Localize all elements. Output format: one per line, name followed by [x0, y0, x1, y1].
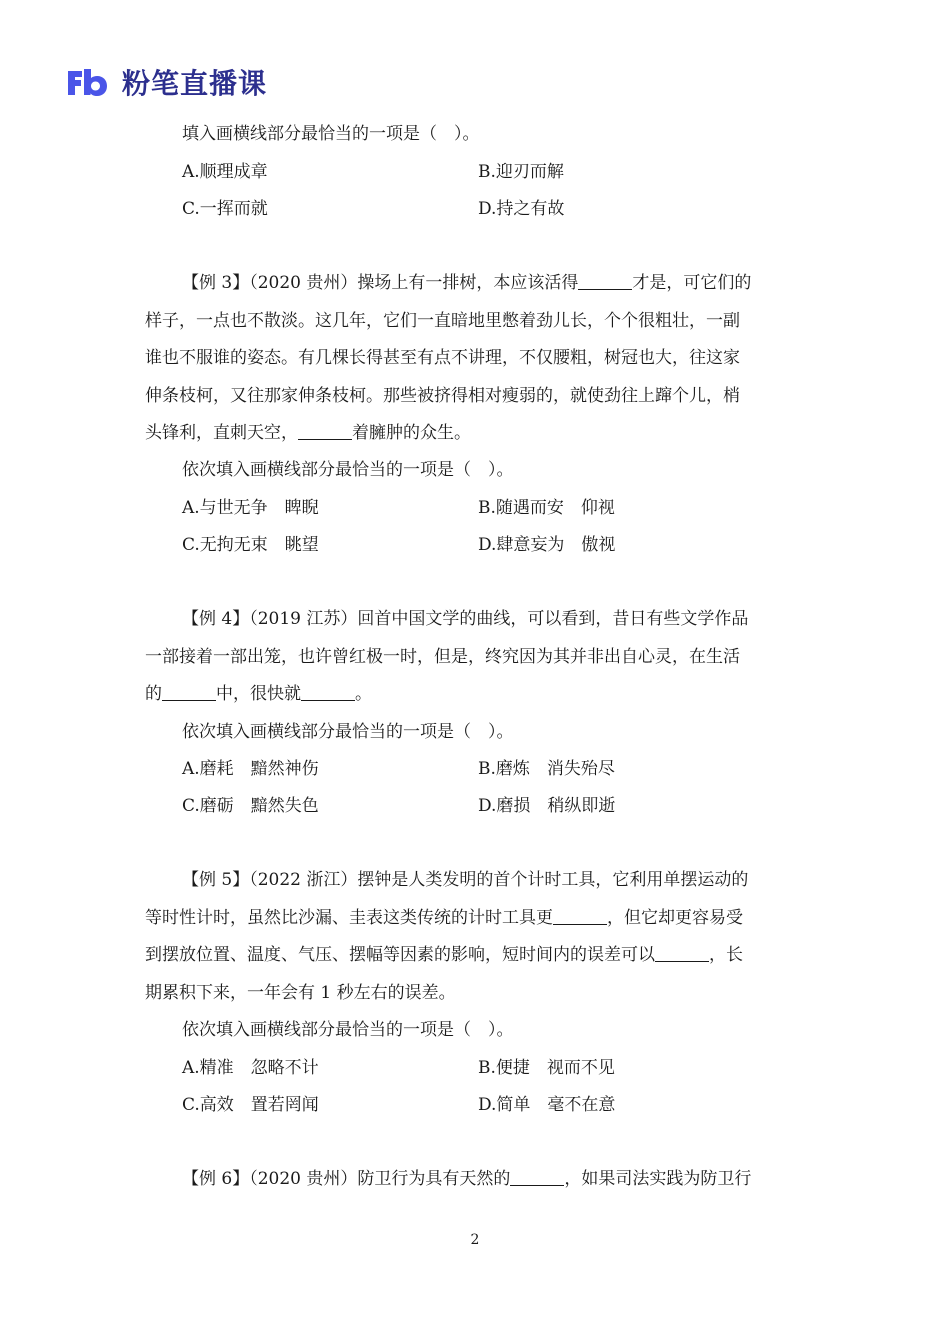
answer-blank [301, 682, 355, 701]
question-text-line: 【例 3】（2020 贵州）操场上有一排树，本应该活得 才是，可它们的 [182, 273, 752, 293]
option-d: D.磨损 稍纵即逝 [478, 796, 616, 816]
option-d: D.肆意妄为 傲视 [478, 535, 616, 555]
fb-logo-icon [66, 67, 114, 97]
answer-blank [553, 906, 607, 925]
option-a: A.磨耗 黯然神伤 [182, 759, 319, 779]
question-text-line: 【例 4】（2019 江苏）回首中国文学的曲线，可以看到，昔日有些文学作品 [182, 609, 749, 629]
option-d: D.持之有故 [478, 199, 565, 219]
question-text-line: 一部接着一部出笼，也许曾红极一时，但是，终究因为其并非出自心灵，在生活 [145, 647, 740, 667]
answer-blank [298, 421, 352, 440]
question-text-line: 谁也不服谁的姿态。有几棵长得甚至有点不讲理，不仅腰粗，树冠也大，往这家 [145, 348, 740, 368]
option-c: C.高效 置若罔闻 [182, 1095, 319, 1115]
answer-blank [578, 271, 632, 290]
question-text-line: 伸条枝柯，又往那家伸条枝柯。那些被挤得相对瘦弱的，就使劲往上蹿个儿，梢 [145, 386, 740, 406]
answer-blank [510, 1167, 564, 1186]
question-text-line: 头锋利，直刺天空， 着臃肿的众生。 [145, 423, 471, 443]
page-number: 2 [470, 1232, 480, 1248]
question-prompt: 依次填入画横线部分最恰当的一项是（ ）。 [182, 722, 514, 742]
question-text-line: 【例 5】（2022 浙江）摆钟是人类发明的首个计时工具，它利用单摆运动的 [182, 870, 749, 890]
question-text-line: 样子，一点也不散淡。这几年，它们一直暗地里憋着劲儿长，个个很粗壮，一副 [145, 311, 740, 331]
option-a: A.顺理成章 [182, 162, 268, 182]
brand-logo [66, 62, 267, 102]
question-prompt: 依次填入画横线部分最恰当的一项是（ ）。 [182, 460, 514, 480]
option-c: C.磨砺 黯然失色 [182, 796, 319, 816]
option-b: B.迎刃而解 [478, 162, 564, 182]
option-a: A.精准 忽略不计 [182, 1058, 319, 1078]
option-d: D.简单 毫不在意 [478, 1095, 616, 1115]
option-c: C.一挥而就 [182, 199, 268, 219]
option-b: B.便捷 视而不见 [478, 1058, 615, 1078]
question-text-line: 【例 6】（2020 贵州）防卫行为具有天然的 ，如果司法实践为防卫行 [182, 1169, 752, 1189]
question-text-line: 到摆放位置、温度、气压、摆幅等因素的影响，短时间内的误差可以 ，长 [145, 945, 743, 965]
option-a: A.与世无争 睥睨 [182, 498, 319, 518]
option-b: B.随遇而安 仰视 [478, 498, 615, 518]
question-text-line: 的 中，很快就 。 [145, 684, 372, 704]
answer-blank [162, 682, 216, 701]
question-prompt: 依次填入画横线部分最恰当的一项是（ ）。 [182, 1020, 514, 1040]
question-prompt: 填入画横线部分最恰当的一项是（ ）。 [182, 124, 480, 144]
question-text-line: 期累积下来，一年会有 1 秒左右的误差。 [145, 983, 456, 1003]
option-b: B.磨炼 消失殆尽 [478, 759, 615, 779]
logo-text: 粉笔直播课 [122, 67, 268, 100]
option-c: C.无拘无束 眺望 [182, 535, 319, 555]
question-text-line: 等时性计时，虽然比沙漏、圭表这类传统的计时工具更 ，但它却更容易受 [145, 908, 743, 928]
answer-blank [655, 943, 709, 962]
